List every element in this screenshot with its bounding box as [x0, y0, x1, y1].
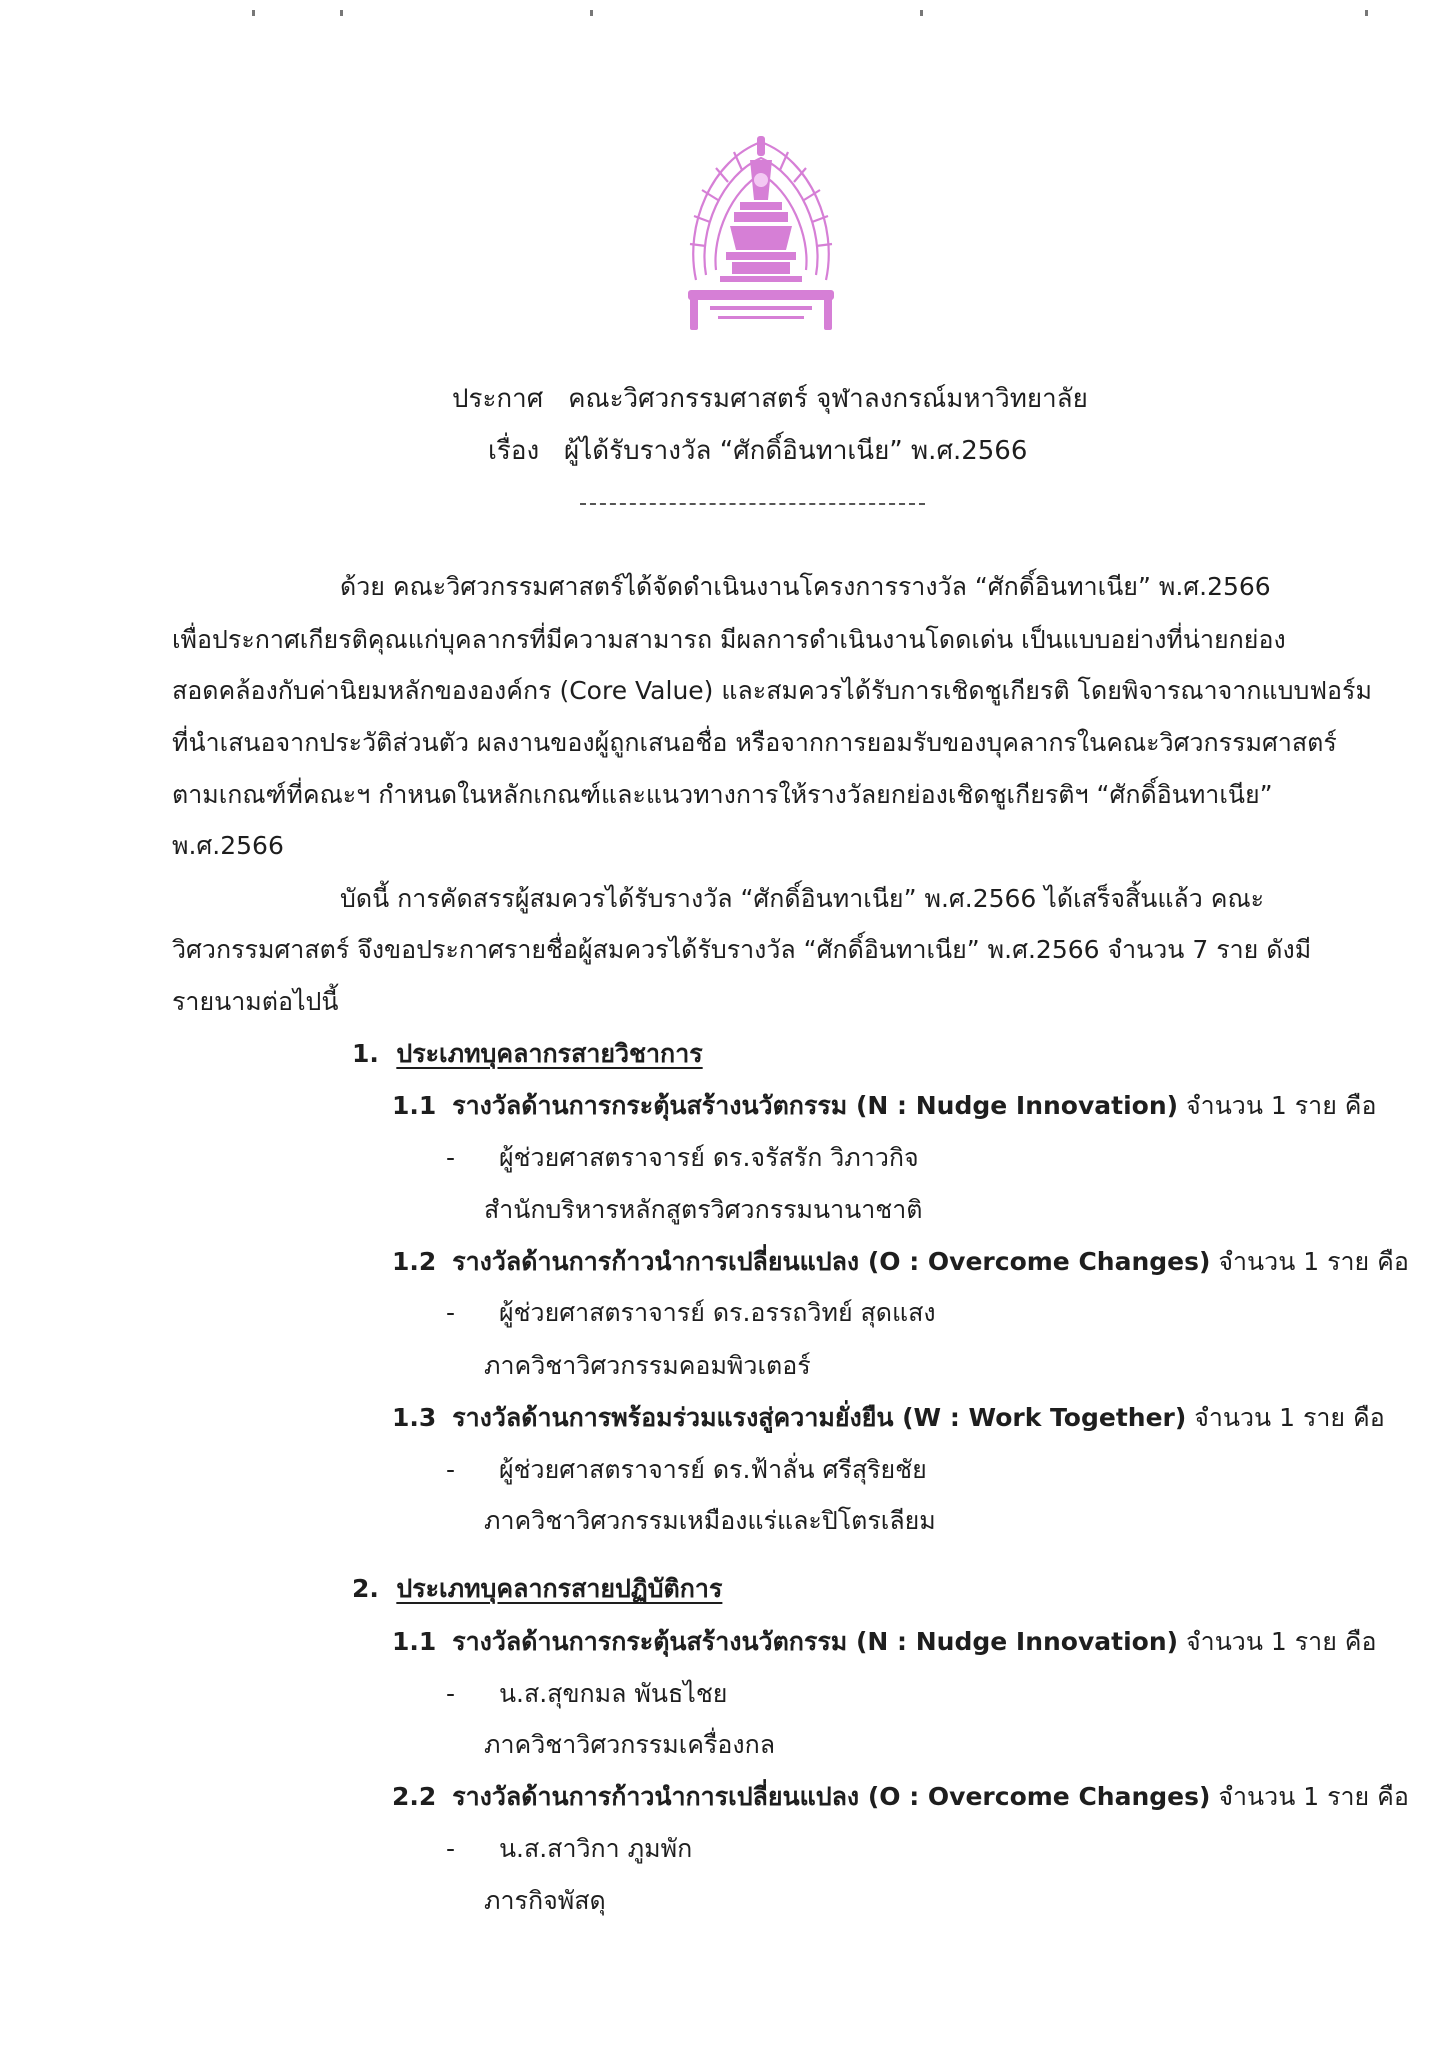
section-title: ประเภทบุคลากรสายวิชาการ [396, 1039, 703, 1068]
paragraph-line: ที่นำเสนอจากประวัติส่วนตัว ผลงานของผู้ถูกเสนอชื่อ หรือจากการยอมรับของบุคลากรในคณะวิศวกรรมศาสตร์ [172, 728, 1337, 757]
recipient-line [446, 1833, 692, 1865]
announcement-line [452, 383, 1088, 415]
paragraph-line: บัดนี้ การคัดสรรผู้สมควรได้รับรางวัล “ศักดิ์อินทาเนีย” พ.ศ.2566 ได้เสร็จสิ้นแล้ว คณะ [340, 884, 1265, 913]
award-title: รางวัลด้านการพร้อมร่วมแรงสู่ความยั่งยืน (W : Work Together) [452, 1403, 1187, 1432]
scan-mark [252, 10, 255, 16]
recipient-name: ผู้ช่วยศาสตราจารย์ ดร.ฟ้าลั่น ศรีสุริยชัย [498, 1455, 927, 1484]
award-line [392, 1626, 1377, 1658]
scan-mark [920, 10, 923, 16]
recipient-line [446, 1142, 919, 1174]
announcement-label: ประกาศ [452, 384, 544, 414]
announcement-org: คณะวิศวกรรมศาสตร์ จุฬาลงกรณ์มหาวิทยาลัย [568, 384, 1088, 414]
scan-mark [340, 10, 343, 16]
recipient-name: น.ส.สุขกมล พันธไชย [498, 1679, 728, 1708]
award-count: จำนวน 1 ราย คือ [1186, 1627, 1377, 1656]
award-number: 1.2 [392, 1247, 437, 1276]
award-line [392, 1781, 1409, 1813]
paragraph-line: ด้วย คณะวิศวกรรมศาสตร์ได้จัดดำเนินงานโครงการรางวัล “ศักดิ์อินทาเนีย” พ.ศ.2566 [340, 572, 1271, 601]
award-number: 2.2 [392, 1782, 437, 1811]
chulalongkorn-university-seal-icon [682, 130, 840, 335]
recipient-dash: - [446, 1298, 456, 1327]
recipient-dash: - [446, 1834, 456, 1863]
recipient-unit: ภารกิจพัสดุ [484, 1886, 606, 1915]
award-count: จำนวน 1 ราย คือ [1218, 1247, 1409, 1276]
award-title: รางวัลด้านการกระตุ้นสร้างนวัตกรรม (N : Nudge Innovation) [452, 1627, 1179, 1656]
paragraph-line: รายนามต่อไปนี้ [172, 987, 339, 1016]
award-line [392, 1402, 1385, 1434]
award-title: รางวัลด้านการกระตุ้นสร้างนวัตกรรม (N : Nudge Innovation) [452, 1091, 1179, 1120]
header-divider [580, 503, 925, 505]
award-number: 1.1 [392, 1627, 437, 1656]
paragraph-line: เพื่อประกาศเกียรติคุณแก่บุคลากรที่มีความสามารถ มีผลการดำเนินงานโดดเด่น เป็นแบบอย่างที่น่ายกย่อง [172, 625, 1286, 654]
recipient-name: ผู้ช่วยศาสตราจารย์ ดร.จรัสรัก วิภาวกิจ [498, 1143, 919, 1172]
award-number: 1.1 [392, 1091, 437, 1120]
paragraph-line: วิศวกรรมศาสตร์ จึงขอประกาศรายชื่อผู้สมควรได้รับรางวัล “ศักดิ์อินทาเนีย” พ.ศ.2566 จำนวน 7 ราย ดังมี [172, 935, 1312, 964]
recipient-name: น.ส.สาวิกา ภูมพัก [498, 1834, 693, 1863]
recipient-line [446, 1297, 936, 1329]
recipient-unit: ภาควิชาวิศวกรรมเครื่องกล [484, 1730, 776, 1759]
paragraph-line: ตามเกณฑ์ที่คณะฯ กำหนดในหลักเกณฑ์และแนวทางการให้รางวัลยกย่องเชิดชูเกียรติฯ “ศักดิ์อินทาเนีย” [172, 780, 1273, 809]
recipient-line [446, 1454, 927, 1486]
section-heading [352, 1038, 703, 1070]
award-title: รางวัลด้านการก้าวนำการเปลี่ยนแปลง (O : Overcome Changes) [452, 1782, 1211, 1811]
subject-label: เรื่อง [488, 436, 540, 466]
scan-mark [590, 10, 593, 16]
award-count: จำนวน 1 ราย คือ [1186, 1091, 1377, 1120]
paragraph-line: สอดคล้องกับค่านิยมหลักขององค์กร (Core Value) และสมควรได้รับการเชิดชูเกียรติ โดยพิจารณาจากแบบฟอร์ม [172, 676, 1372, 705]
paragraph-line: พ.ศ.2566 [172, 831, 284, 860]
recipient-dash: - [446, 1143, 456, 1172]
recipient-unit: สำนักบริหารหลักสูตรวิศวกรรมนานาชาติ [484, 1195, 923, 1224]
recipient-dash: - [446, 1455, 456, 1484]
award-number: 1.3 [392, 1403, 437, 1432]
scan-mark [1365, 10, 1368, 16]
recipient-unit: ภาควิชาวิศวกรรมคอมพิวเตอร์ [484, 1351, 811, 1380]
award-count: จำนวน 1 ราย คือ [1194, 1403, 1385, 1432]
award-line [392, 1090, 1377, 1122]
section-number: 2. [352, 1574, 379, 1603]
recipient-unit: ภาควิชาวิศวกรรมเหมืองแร่และปิโตรเลียม [484, 1506, 936, 1535]
section-title: ประเภทบุคลากรสายปฏิบัติการ [396, 1574, 723, 1603]
recipient-line [446, 1678, 727, 1710]
award-line [392, 1246, 1409, 1278]
section-number: 1. [352, 1039, 379, 1068]
recipient-name: ผู้ช่วยศาสตราจารย์ ดร.อรรถวิทย์ สุดแสง [498, 1298, 936, 1327]
award-title: รางวัลด้านการก้าวนำการเปลี่ยนแปลง (O : Overcome Changes) [452, 1247, 1211, 1276]
subject-text: ผู้ได้รับรางวัล “ศักดิ์อินทาเนีย” พ.ศ.2566 [563, 436, 1028, 466]
award-count: จำนวน 1 ราย คือ [1218, 1782, 1409, 1811]
recipient-dash: - [446, 1679, 456, 1708]
section-heading [352, 1573, 722, 1605]
subject-line [488, 435, 1027, 467]
